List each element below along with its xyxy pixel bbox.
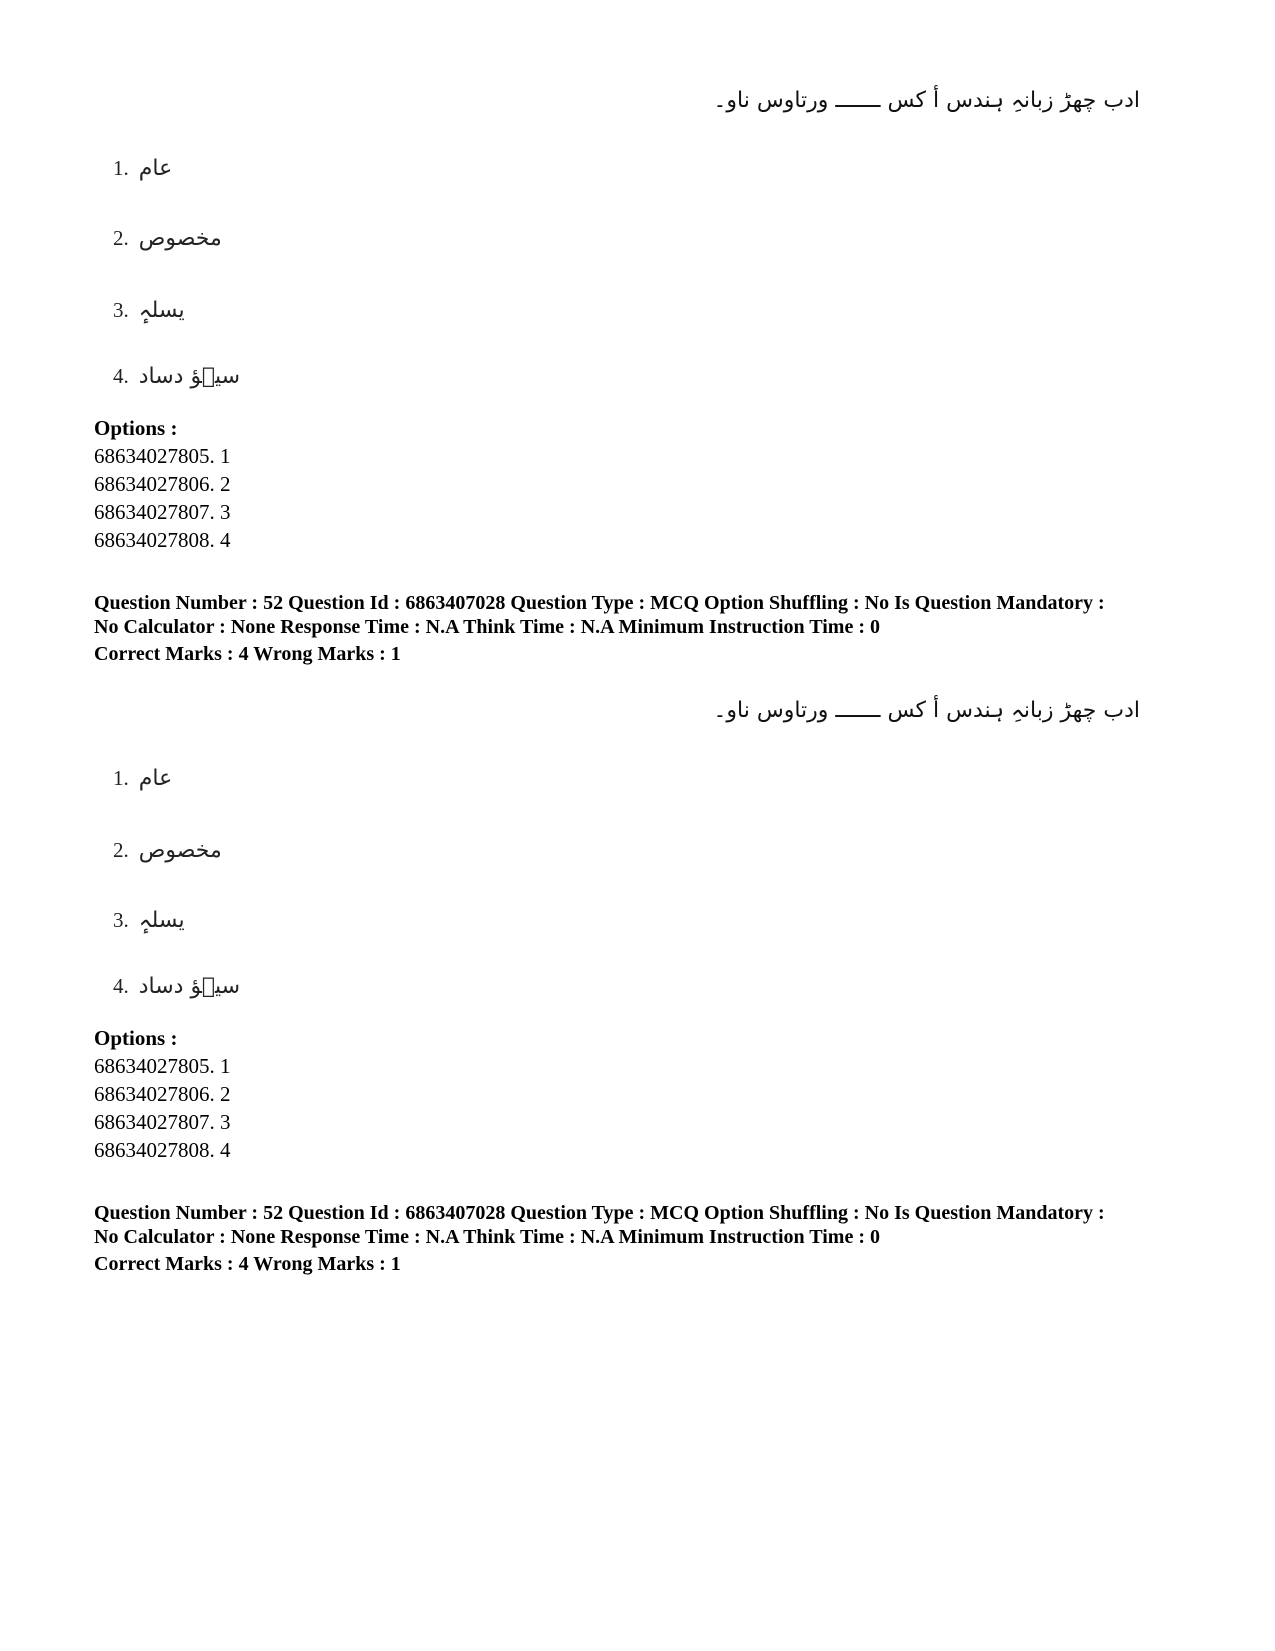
- question-meta-line2: No Calculator : None Response Time : N.A Think Time : N.A Minimum Instruction Time : 0: [94, 616, 880, 638]
- choice-number: 2.: [113, 226, 129, 250]
- option-line: 68634027806. 2: [94, 472, 231, 496]
- choice-number: 3.: [113, 298, 129, 322]
- question-prompt: ادب چھڑ زبانہِ ہندس أ کس ـــــــ ورتاوس ناو۔: [713, 698, 1140, 723]
- choice-4: [113, 974, 240, 999]
- marks-line: Correct Marks : 4 Wrong Marks : 1: [94, 643, 401, 665]
- choice-1: [113, 766, 172, 791]
- option-line: 68634027807. 3: [94, 500, 231, 524]
- options-heading: Options :: [94, 416, 178, 440]
- option-line: 68634027805. 1: [94, 1054, 231, 1078]
- choice-text: سیٛؤ دساد: [138, 364, 241, 389]
- choice-2: [113, 838, 222, 863]
- choice-text: عام: [138, 156, 173, 181]
- choice-text: عام: [138, 766, 173, 791]
- choice-number: 4.: [113, 974, 129, 998]
- option-line: 68634027808. 4: [94, 528, 231, 552]
- choice-number: 1.: [113, 766, 129, 790]
- choice-text: سیٛؤ دساد: [138, 974, 241, 999]
- question-meta-line1: Question Number : 52 Question Id : 6863407028 Question Type : MCQ Option Shuffling : No Is Question Mandatory :: [94, 1202, 1105, 1224]
- choice-3: [113, 908, 185, 933]
- question-meta: [94, 591, 1204, 639]
- choice-number: 1.: [113, 156, 129, 180]
- option-line: 68634027806. 2: [94, 1082, 231, 1106]
- choice-number: 4.: [113, 364, 129, 388]
- choice-text: مخصوص: [138, 226, 222, 251]
- option-line: 68634027805. 1: [94, 444, 231, 468]
- question-meta-line2: No Calculator : None Response Time : N.A Think Time : N.A Minimum Instruction Time : 0: [94, 1226, 880, 1248]
- choice-text: مخصوص: [138, 838, 222, 863]
- choice-number: 3.: [113, 908, 129, 932]
- choice-2: [113, 226, 222, 251]
- choice-text: یسلہٕ: [138, 908, 185, 933]
- choice-text: یسلہٕ: [138, 298, 185, 323]
- options-heading: Options :: [94, 1026, 178, 1050]
- question-meta: [94, 1201, 1204, 1249]
- option-line: 68634027807. 3: [94, 1110, 231, 1134]
- marks-line: Correct Marks : 4 Wrong Marks : 1: [94, 1253, 401, 1275]
- option-line: 68634027808. 4: [94, 1138, 231, 1162]
- choice-number: 2.: [113, 838, 129, 862]
- question-prompt: ادب چھڑ زبانہِ ہندس أ کس ـــــــ ورتاوس ناو۔: [713, 88, 1140, 113]
- choice-4: [113, 364, 240, 389]
- question-meta-line1: Question Number : 52 Question Id : 6863407028 Question Type : MCQ Option Shuffling : No Is Question Mandatory :: [94, 592, 1105, 614]
- choice-3: [113, 298, 185, 323]
- choice-1: [113, 156, 172, 181]
